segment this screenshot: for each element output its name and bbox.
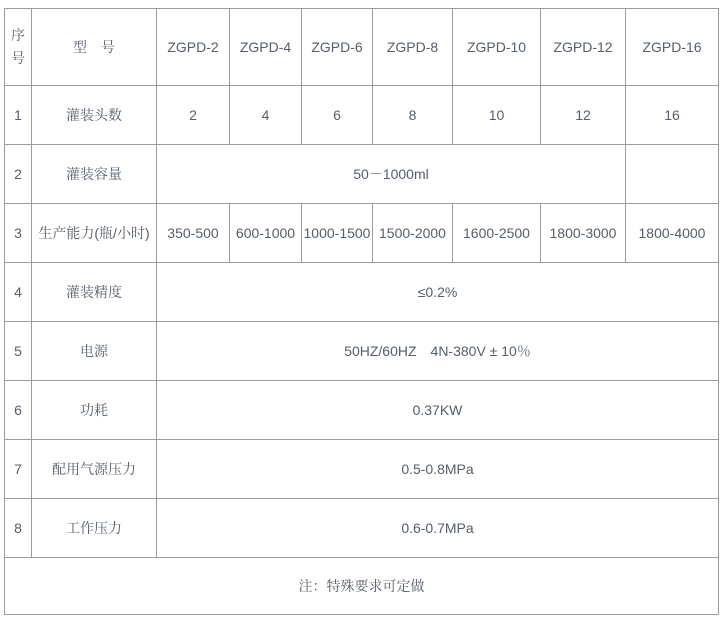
cell-value: 1800-3000 xyxy=(541,204,626,263)
cell-value: 1600-2500 xyxy=(453,204,541,263)
header-serial-number: 序号 xyxy=(5,9,32,86)
row-power-supply xyxy=(5,322,719,381)
row-filling-heads xyxy=(5,86,719,145)
cell-value-merged: 50－1000ml xyxy=(157,145,626,204)
cell-row-label: 功耗 xyxy=(32,381,157,440)
note-text: 注：特殊要求可定做 xyxy=(5,558,719,615)
cell-value: 4 xyxy=(230,86,302,145)
cell-value-merged: 0.5-0.8MPa xyxy=(157,440,719,499)
header-model-zgpd-10: ZGPD-10 xyxy=(453,9,541,86)
cell-value: 10 xyxy=(453,86,541,145)
cell-value: 8 xyxy=(373,86,453,145)
spec-table xyxy=(4,8,719,615)
header-model-zgpd-6: ZGPD-6 xyxy=(302,9,373,86)
cell-serial: 7 xyxy=(5,440,32,499)
cell-value: 6 xyxy=(302,86,373,145)
row-working-pressure xyxy=(5,499,719,558)
header-model-zgpd-12: ZGPD-12 xyxy=(541,9,626,86)
row-filling-volume xyxy=(5,145,719,204)
cell-row-label: 配用气源压力 xyxy=(32,440,157,499)
cell-value: 600-1000 xyxy=(230,204,302,263)
cell-value-merged: 0.37KW xyxy=(157,381,719,440)
cell-serial: 1 xyxy=(5,86,32,145)
cell-value: 12 xyxy=(541,86,626,145)
header-model-zgpd-16: ZGPD-16 xyxy=(626,9,719,86)
cell-value: 350-500 xyxy=(157,204,230,263)
header-model: 型 号 xyxy=(32,9,157,86)
cell-row-label: 工作压力 xyxy=(32,499,157,558)
cell-serial: 5 xyxy=(5,322,32,381)
cell-serial: 4 xyxy=(5,263,32,322)
cell-value: 1800-4000 xyxy=(626,204,719,263)
cell-serial: 8 xyxy=(5,499,32,558)
cell-row-label: 灌装精度 xyxy=(32,263,157,322)
cell-value-merged: 0.6-0.7MPa xyxy=(157,499,719,558)
header-model-zgpd-2: ZGPD-2 xyxy=(157,9,230,86)
cell-value: 16 xyxy=(626,86,719,145)
cell-value: 1000-1500 xyxy=(302,204,373,263)
cell-serial: 6 xyxy=(5,381,32,440)
cell-value-merged: ≤0.2% xyxy=(157,263,719,322)
cell-row-label: 电源 xyxy=(32,322,157,381)
cell-value: 1500-2000 xyxy=(373,204,453,263)
row-air-supply-pressure xyxy=(5,440,719,499)
cell-value: 2 xyxy=(157,86,230,145)
cell-value-merged: 50HZ/60HZ 4N-380V ± 10％ xyxy=(157,322,719,381)
header-model-zgpd-8: ZGPD-8 xyxy=(373,9,453,86)
cell-row-label: 生产能力(瓶/小时) xyxy=(32,204,157,263)
cell-row-label: 灌装容量 xyxy=(32,145,157,204)
row-production-capacity xyxy=(5,204,719,263)
header-model-zgpd-4: ZGPD-4 xyxy=(230,9,302,86)
cell-empty xyxy=(626,145,719,204)
row-filling-accuracy xyxy=(5,263,719,322)
cell-row-label: 灌装头数 xyxy=(32,86,157,145)
row-power-consumption xyxy=(5,381,719,440)
cell-serial: 3 xyxy=(5,204,32,263)
cell-serial: 2 xyxy=(5,145,32,204)
table-header-row xyxy=(5,9,719,86)
row-note xyxy=(5,558,719,615)
